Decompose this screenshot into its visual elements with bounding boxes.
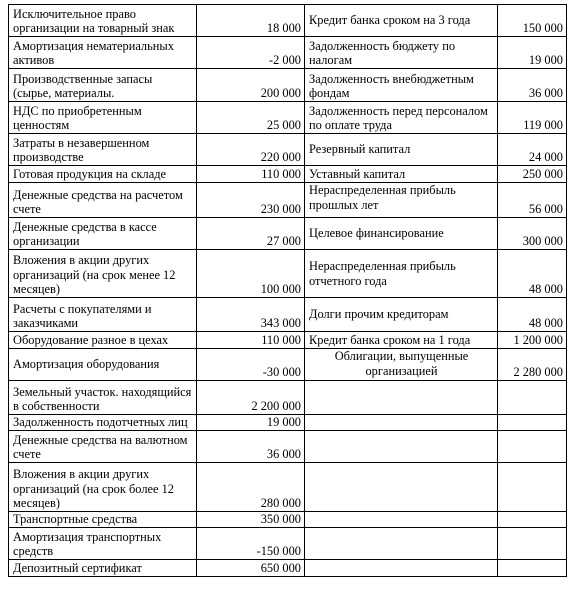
liability-label: Кредит банка сроком на 3 года	[305, 5, 498, 37]
liability-amount	[498, 528, 567, 560]
asset-label: Производственные запасы (сырье, материалы.	[9, 69, 197, 102]
table-row	[9, 381, 567, 415]
liability-label	[305, 512, 498, 528]
liability-label: Кредит банка сроком на 1 года	[305, 332, 498, 349]
asset-amount: 200 000	[197, 69, 305, 102]
liability-amount	[498, 415, 567, 431]
asset-amount: 36 000	[197, 431, 305, 463]
liability-amount: 48 000	[498, 298, 567, 332]
liability-amount: 56 000	[498, 183, 567, 218]
liability-amount: 250 000	[498, 166, 567, 183]
table-row	[9, 528, 567, 560]
asset-label: Готовая продукция на складе	[9, 166, 197, 183]
liability-label	[305, 381, 498, 415]
asset-label: Амортизация транспортных средств	[9, 528, 197, 560]
table-row	[9, 431, 567, 463]
asset-label: Расчеты с покупателями и заказчиками	[9, 298, 197, 332]
asset-amount: 100 000	[197, 250, 305, 298]
liability-label: Резервный капитал	[305, 134, 498, 166]
asset-amount: 110 000	[197, 332, 305, 349]
table-row	[9, 298, 567, 332]
asset-label: Задолженность подотчетных лиц	[9, 415, 197, 431]
table-row	[9, 102, 567, 134]
liability-label: Уставный капитал	[305, 166, 498, 183]
liability-label	[305, 415, 498, 431]
asset-amount: 280 000	[197, 463, 305, 512]
asset-amount: -150 000	[197, 528, 305, 560]
liability-amount	[498, 512, 567, 528]
liability-label	[305, 560, 498, 577]
table-row	[9, 349, 567, 381]
asset-amount: 25 000	[197, 102, 305, 134]
asset-label: Исключительное право организации на товарный знак	[9, 5, 197, 37]
liability-label: Задолженность внебюджетным фондам	[305, 69, 498, 102]
asset-amount: 350 000	[197, 512, 305, 528]
liability-amount: 2 280 000	[498, 349, 567, 381]
table-row	[9, 5, 567, 37]
liability-label	[305, 463, 498, 512]
liability-label: Долги прочим кредиторам	[305, 298, 498, 332]
asset-label: Денежные средства на расчетом счете	[9, 183, 197, 218]
liability-label: Облигации, выпущенные организацией	[305, 349, 498, 381]
liability-amount: 36 000	[498, 69, 567, 102]
liability-amount: 48 000	[498, 250, 567, 298]
asset-amount: -30 000	[197, 349, 305, 381]
liability-label: Задолженность бюджету по налогам	[305, 37, 498, 69]
table-row	[9, 415, 567, 431]
liability-amount: 150 000	[498, 5, 567, 37]
liability-label: Целевое финансирование	[305, 218, 498, 250]
table-row	[9, 512, 567, 528]
table-row	[9, 332, 567, 349]
asset-amount: 19 000	[197, 415, 305, 431]
asset-amount: 27 000	[197, 218, 305, 250]
liability-amount: 119 000	[498, 102, 567, 134]
asset-label: Вложения в акции других организаций (на срок менее 12 месяцев)	[9, 250, 197, 298]
asset-label: Денежные средства на валютном счете	[9, 431, 197, 463]
table-row	[9, 463, 567, 512]
asset-label: Амортизация нематериальных активов	[9, 37, 197, 69]
liability-label: Задолженность перед персоналом по оплате труда	[305, 102, 498, 134]
liability-label: Нераспределенная прибыль прошлых лет	[305, 183, 498, 218]
liability-label	[305, 528, 498, 560]
asset-amount: 110 000	[197, 166, 305, 183]
balance-items-table	[8, 4, 567, 577]
asset-label: Транспортные средства	[9, 512, 197, 528]
asset-label: Земельный участок. находящийся в собственности	[9, 381, 197, 415]
asset-label: Оборудование разное в цехах	[9, 332, 197, 349]
asset-amount: 18 000	[197, 5, 305, 37]
liability-amount	[498, 560, 567, 577]
asset-amount: 2 200 000	[197, 381, 305, 415]
liability-amount: 1 200 000	[498, 332, 567, 349]
table-row	[9, 166, 567, 183]
liability-amount: 300 000	[498, 218, 567, 250]
asset-label: Затраты в незавершенном производстве	[9, 134, 197, 166]
liability-amount	[498, 463, 567, 512]
liability-label: Нераспределенная прибыль отчетного года	[305, 250, 498, 298]
asset-label: Вложения в акции других организаций (на срок более 12 месяцев)	[9, 463, 197, 512]
asset-amount: 230 000	[197, 183, 305, 218]
table-row	[9, 183, 567, 218]
liability-label	[305, 431, 498, 463]
liability-amount	[498, 431, 567, 463]
table-row	[9, 69, 567, 102]
asset-amount: 220 000	[197, 134, 305, 166]
liability-amount: 24 000	[498, 134, 567, 166]
table-row	[9, 134, 567, 166]
asset-label: Депозитный сертификат	[9, 560, 197, 577]
asset-label: Амортизация оборудования	[9, 349, 197, 381]
table-row	[9, 37, 567, 69]
asset-label: Денежные средства в кассе организации	[9, 218, 197, 250]
asset-amount: 343 000	[197, 298, 305, 332]
table-row	[9, 218, 567, 250]
asset-amount: 650 000	[197, 560, 305, 577]
liability-amount: 19 000	[498, 37, 567, 69]
table-row	[9, 250, 567, 298]
liability-amount	[498, 381, 567, 415]
asset-label: НДС по приобретенным ценностям	[9, 102, 197, 134]
table-row	[9, 560, 567, 577]
asset-amount: -2 000	[197, 37, 305, 69]
